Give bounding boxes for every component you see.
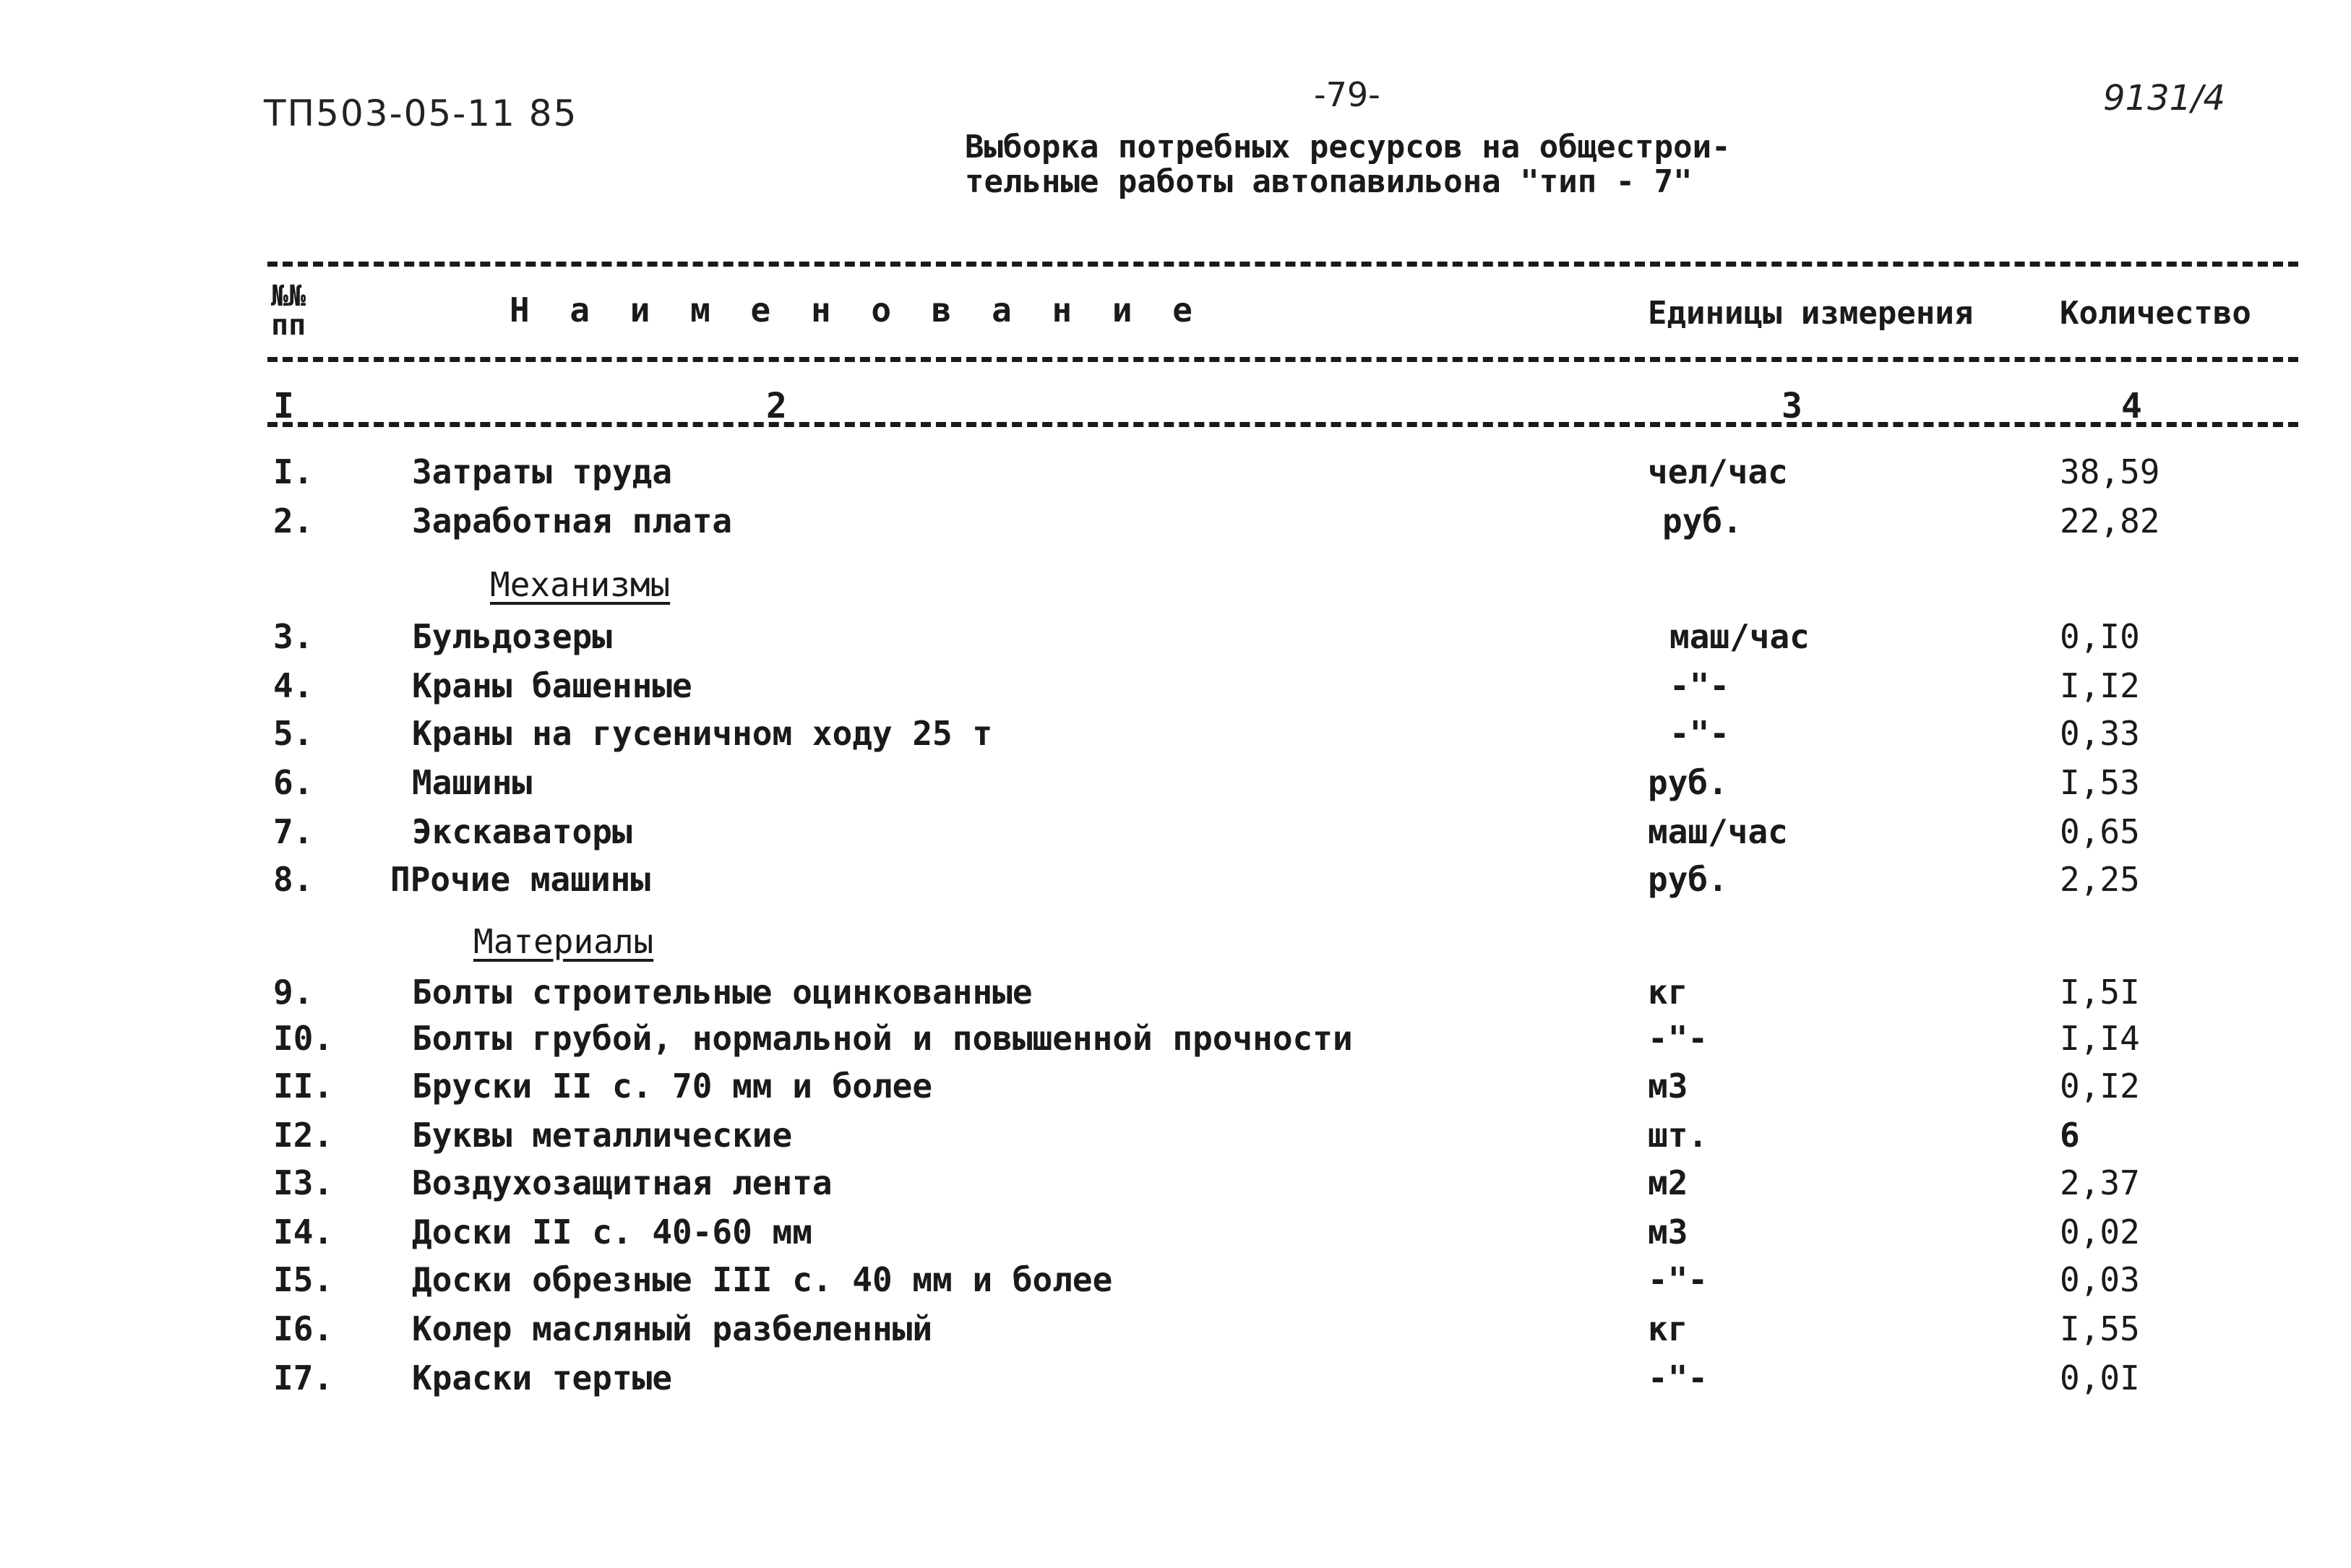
row-quantity: 6: [2060, 1116, 2080, 1155]
row-name: Экскаваторы: [412, 812, 632, 851]
sheet-code: 9131/4: [2103, 78, 2225, 119]
row-quantity: 38,59: [2060, 452, 2160, 491]
column-header-name: Н а и м е н о в а н и е: [510, 290, 1203, 329]
row-name: Машины: [412, 763, 533, 802]
row-quantity: 0,03: [2060, 1260, 2140, 1299]
table-row: [0, 860, 2351, 903]
row-unit: -"-: [1669, 714, 1730, 753]
row-quantity: I,55: [2060, 1309, 2140, 1348]
table-top-rule: [267, 262, 2298, 267]
row-number: 4.: [273, 666, 314, 705]
row-number: I7.: [273, 1358, 334, 1397]
row-name: Краны на гусеничном ходу 25 т: [412, 714, 993, 753]
row-quantity: I,I4: [2060, 1019, 2140, 1058]
column-number-2: 2: [766, 386, 787, 426]
table-row: [0, 763, 2351, 806]
table-row: [0, 812, 2351, 856]
column-header-number: №№ пп: [271, 280, 306, 342]
table-row: [0, 1067, 2351, 1110]
row-quantity: I,5I: [2060, 973, 2140, 1012]
row-quantity: 0,65: [2060, 812, 2140, 851]
row-number: 7.: [273, 812, 314, 851]
row-number: I4.: [273, 1212, 334, 1252]
row-number: I2.: [273, 1116, 334, 1155]
row-unit: руб.: [1662, 501, 1742, 540]
section-heading-mechanisms: Механизмы: [490, 565, 671, 604]
row-name: Болты грубой, нормальной и повышенной прочности: [412, 1019, 1353, 1058]
table-row: [0, 666, 2351, 710]
table-row: [0, 714, 2351, 757]
row-name: Доски II с. 40-60 мм: [412, 1212, 812, 1252]
row-name: Краски тертые: [412, 1358, 673, 1397]
row-unit: шт.: [1648, 1116, 1709, 1155]
column-header-quantity: Количество: [2060, 295, 2251, 332]
table-row: [0, 1358, 2351, 1402]
row-quantity: 0,02: [2060, 1212, 2140, 1252]
row-number: I0.: [273, 1019, 334, 1058]
table-row: [0, 1212, 2351, 1256]
row-name: Бруски II с. 70 мм и более: [412, 1067, 933, 1106]
column-header-unit: Единицы измерения: [1648, 295, 1974, 332]
row-unit: руб.: [1648, 860, 1728, 899]
header-bottom-rule: [267, 357, 2298, 362]
document-code: ТП503-05-11 85: [264, 92, 578, 134]
row-quantity: 2,37: [2060, 1163, 2140, 1202]
table-row: [0, 973, 2351, 1016]
row-name: Буквы металлические: [412, 1116, 793, 1155]
row-unit: м3: [1648, 1067, 1688, 1106]
row-unit: маш/час: [1669, 617, 1810, 656]
column-numbers-rule: [267, 422, 2298, 427]
row-number: 9.: [273, 973, 314, 1012]
table-row: [0, 617, 2351, 660]
row-name: Затраты труда: [412, 452, 673, 491]
column-number-3: 3: [1781, 386, 1802, 426]
row-unit: -"-: [1669, 666, 1730, 705]
row-number: I.: [273, 452, 314, 491]
row-number: 2.: [273, 501, 314, 540]
document-title: [965, 130, 1731, 199]
row-number: 5.: [273, 714, 314, 753]
section-heading-materials: Материалы: [473, 922, 654, 961]
row-unit: м3: [1648, 1212, 1688, 1252]
table-row: [0, 1260, 2351, 1304]
title-line-1: Выборка потребных ресурсов на общестрои-: [965, 129, 1731, 165]
row-unit: м2: [1648, 1163, 1688, 1202]
row-unit: маш/час: [1648, 812, 1788, 851]
row-quantity: 0,33: [2060, 714, 2140, 753]
row-quantity: I,53: [2060, 763, 2140, 802]
row-quantity: I,I2: [2060, 666, 2140, 705]
row-unit: кг: [1648, 973, 1688, 1012]
column-number-4: 4: [2121, 386, 2142, 426]
page-number: -79-: [1314, 75, 1380, 114]
row-unit: руб.: [1648, 763, 1728, 802]
table-row: [0, 501, 2351, 545]
row-name: Колер масляный разбеленный: [412, 1309, 933, 1348]
table-row: [0, 1019, 2351, 1062]
row-name: Болты строительные оцинкованные: [412, 973, 1033, 1012]
row-quantity: 0,0I: [2060, 1358, 2140, 1397]
row-unit: -"-: [1648, 1260, 1709, 1299]
row-unit: чел/час: [1648, 452, 1788, 491]
row-unit: кг: [1648, 1309, 1688, 1348]
row-number: I5.: [273, 1260, 334, 1299]
row-quantity: 2,25: [2060, 860, 2140, 899]
row-name: Воздухозащитная лента: [412, 1163, 833, 1202]
row-unit: -"-: [1648, 1358, 1709, 1397]
table-row: [0, 452, 2351, 496]
table-row: [0, 1309, 2351, 1353]
column-number-1: I: [273, 386, 294, 426]
title-line-2: тельные работы автопавильона "тип - 7": [965, 163, 1693, 200]
row-name: Доски обрезные III с. 40 мм и более: [412, 1260, 1113, 1299]
row-number: I3.: [273, 1163, 334, 1202]
table-row: [0, 1163, 2351, 1207]
row-name: ПРочие машины: [390, 860, 651, 899]
row-number: I6.: [273, 1309, 334, 1348]
row-name: Заработная плата: [412, 501, 733, 540]
row-name: Бульдозеры: [412, 617, 612, 656]
table-row: [0, 1116, 2351, 1159]
row-quantity: 22,82: [2060, 501, 2160, 540]
row-number: 8.: [273, 860, 314, 899]
row-quantity: 0,I2: [2060, 1067, 2140, 1106]
row-number: 6.: [273, 763, 314, 802]
row-name: Краны башенные: [412, 666, 692, 705]
row-number: 3.: [273, 617, 314, 656]
row-quantity: 0,I0: [2060, 617, 2140, 656]
row-unit: -"-: [1648, 1019, 1709, 1058]
row-number: II.: [273, 1067, 334, 1106]
